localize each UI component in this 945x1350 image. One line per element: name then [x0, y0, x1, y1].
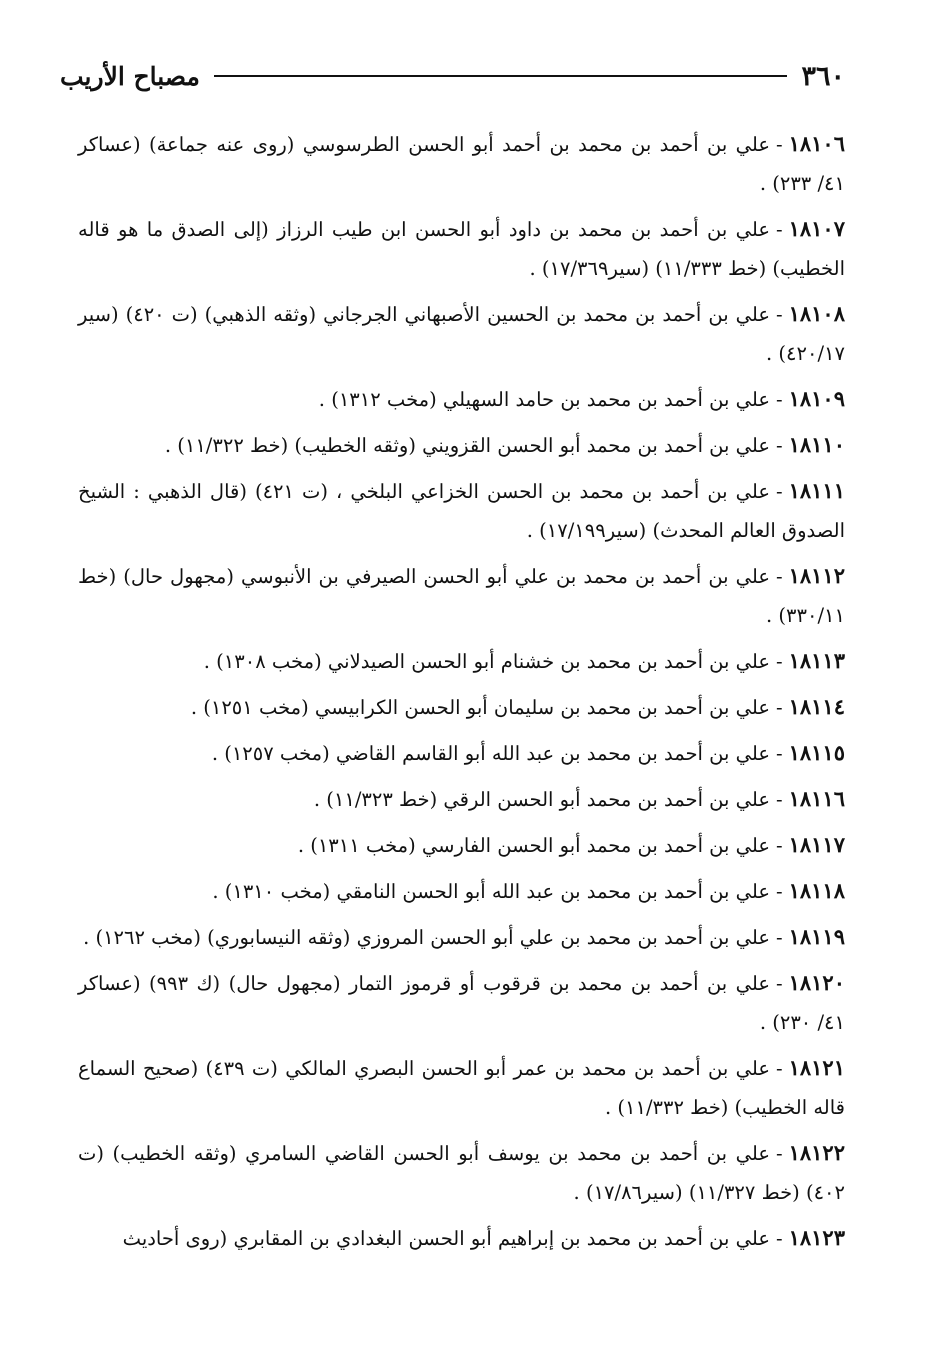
entry — [78, 425, 845, 465]
page-number: ٣٦٠ — [801, 60, 845, 92]
entry — [78, 556, 845, 635]
entry-text: علي بن أحمد بن محمد بن عمر أبو الحسن البصري المالكي (ت ٤٣٩) (صحيح السماع قاله الخطيب) (خط ١١/٣٣٢) . — [78, 1057, 845, 1119]
entry-text: علي بن أحمد بن محمد بن علي أبو الحسن الصيرفي بن الأنبوسي (مجهول حال) (خط ٣٣٠/١١) . — [78, 565, 845, 627]
entry-text: علي بن أحمد بن محمد بن قرقوب أو قرموز التمار (مجهول حال) (ك ٩٩٣) (عساكر ٤١/ ٢٣٠) . — [78, 972, 845, 1034]
entry-text: علي بن أحمد بن محمد بن خشنام أبو الحسن الصيدلاني (مخب ١٣٠٨) . — [203, 650, 770, 673]
entry-dash: - — [776, 1227, 783, 1250]
header-rule — [214, 75, 788, 77]
entry — [78, 471, 845, 550]
entry-number: ١٨١٠٨ — [788, 301, 845, 326]
entry-text: علي بن أحمد بن محمد بن حامد السهيلي (مخب ١٣١٢) . — [318, 388, 770, 411]
entry-dash: - — [776, 303, 783, 326]
entry-text: علي بن أحمد بن محمد بن الحسن الخزاعي البلخي ، (ت ٤٢١) (قال الذهبي : الشيخ الصدوق العالم المحدث) (سير١٧/١٩٩) . — [78, 480, 845, 542]
entry — [78, 687, 845, 727]
entry-dash: - — [776, 972, 783, 995]
entry-text: علي بن أحمد بن محمد بن الحسين الأصبهاني الجرجاني (وثقه الذهبي) (ت ٤٢٠) (سير ٤٢٠/١٧) . — [78, 303, 845, 365]
entry-dash: - — [776, 1142, 783, 1165]
entry-dash: - — [776, 880, 783, 903]
entry-text: علي بن أحمد بن محمد أبو الحسن القزويني (وثقه الخطيب) (خط ١١/٣٢٢) . — [164, 434, 770, 457]
entry-text: علي بن أحمد بن محمد بن سليمان أبو الحسن الكرابيسي (مخب ١٢٥١) . — [190, 696, 770, 719]
entry — [78, 294, 845, 373]
entry — [78, 209, 845, 288]
entry — [78, 871, 845, 911]
entry — [78, 917, 845, 957]
entry-dash: - — [776, 834, 783, 857]
entry-text: علي بن أحمد بن محمد بن علي أبو الحسن المروزي (وثقه النيسابوري) (مخب ١٢٦٢) . — [83, 926, 770, 949]
entries-list — [78, 124, 845, 1264]
entry-dash: - — [776, 388, 783, 411]
entry — [78, 1048, 845, 1127]
entry-dash: - — [775, 480, 783, 503]
entry-text: علي بن أحمد بن محمد أبو الحسن الرقي (خط ١١/٣٢٣) . — [313, 788, 770, 811]
entry-number: ١٨١١٨ — [788, 878, 845, 903]
entry-number: ١٨١٢٢ — [788, 1140, 845, 1165]
entry-number: ١٨١١٠ — [788, 432, 845, 457]
entry-text: علي بن أحمد بن محمد بن داود أبو الحسن ابن طيب الرزاز (إلى الصدق ما هو قاله الخطيب) (خط ١١/٣٣٣) (سير١٧/٣٦٩) . — [78, 218, 845, 280]
entry-number: ١٨١٠٩ — [788, 386, 845, 411]
entry — [78, 641, 845, 681]
entry-dash: - — [776, 565, 783, 588]
entry-dash: - — [776, 788, 783, 811]
entry-dash: - — [776, 1057, 783, 1080]
entry-dash: - — [776, 218, 783, 241]
entry-number: ١٨١١١ — [788, 478, 845, 503]
entry — [78, 1218, 845, 1258]
entry-number: ١٨١٠٧ — [788, 216, 845, 241]
entry-text: علي بن أحمد بن محمد بن عبد الله أبو القاسم القاضي (مخب ١٢٥٧) . — [211, 742, 770, 765]
entry — [78, 825, 845, 865]
entry-number: ١٨١٢٣ — [788, 1225, 845, 1250]
entry-number: ١٨١١٣ — [788, 648, 845, 673]
entry-text: علي بن أحمد بن محمد بن إبراهيم أبو الحسن البغدادي بن المقابري (روى أحاديث — [122, 1227, 770, 1250]
entry-number: ١٨١١٧ — [788, 832, 845, 857]
page-header — [60, 56, 845, 96]
entry-number: ١٨١٢١ — [788, 1055, 845, 1080]
entry — [78, 963, 845, 1042]
entry-number: ١٨١٠٦ — [788, 131, 845, 156]
entry-text: علي بن أحمد بن محمد بن عبد الله أبو الحسن النامقي (مخب ١٣١٠) . — [212, 880, 770, 903]
entry-text: علي بن أحمد بن محمد أبو الحسن الفارسي (مخب ١٣١١) . — [297, 834, 770, 857]
entry-text: علي بن أحمد بن محمد بن يوسف أبو الحسن القاضي السامري (وثقه الخطيب) (ت ٤٠٢) (خط ١١/٣٢٧) (سير١٧/٨٦) . — [78, 1142, 845, 1204]
entry-text: علي بن أحمد بن محمد بن أحمد أبو الحسن الطرسوسي (روى عنه جماعة) (عساكر ٤١/ ٢٣٣) . — [78, 133, 845, 195]
entry-number: ١٨١١٥ — [788, 740, 845, 765]
entry-number: ١٨١٢٠ — [788, 970, 845, 995]
entry-number: ١٨١١٦ — [788, 786, 845, 811]
entry-dash: - — [776, 434, 783, 457]
entry-dash: - — [776, 650, 783, 673]
entry-number: ١٨١١٩ — [788, 924, 845, 949]
entry-number: ١٨١١٢ — [788, 563, 845, 588]
entry-dash: - — [776, 742, 783, 765]
entry-dash: - — [776, 926, 783, 949]
entry-dash: - — [776, 696, 783, 719]
entry — [78, 733, 845, 773]
entry — [78, 379, 845, 419]
entry — [78, 124, 845, 203]
entry — [78, 779, 845, 819]
entry-number: ١٨١١٤ — [788, 694, 845, 719]
entry-dash: - — [776, 133, 783, 156]
entry — [78, 1133, 845, 1212]
book-title: مصباح الأريب — [60, 61, 200, 91]
